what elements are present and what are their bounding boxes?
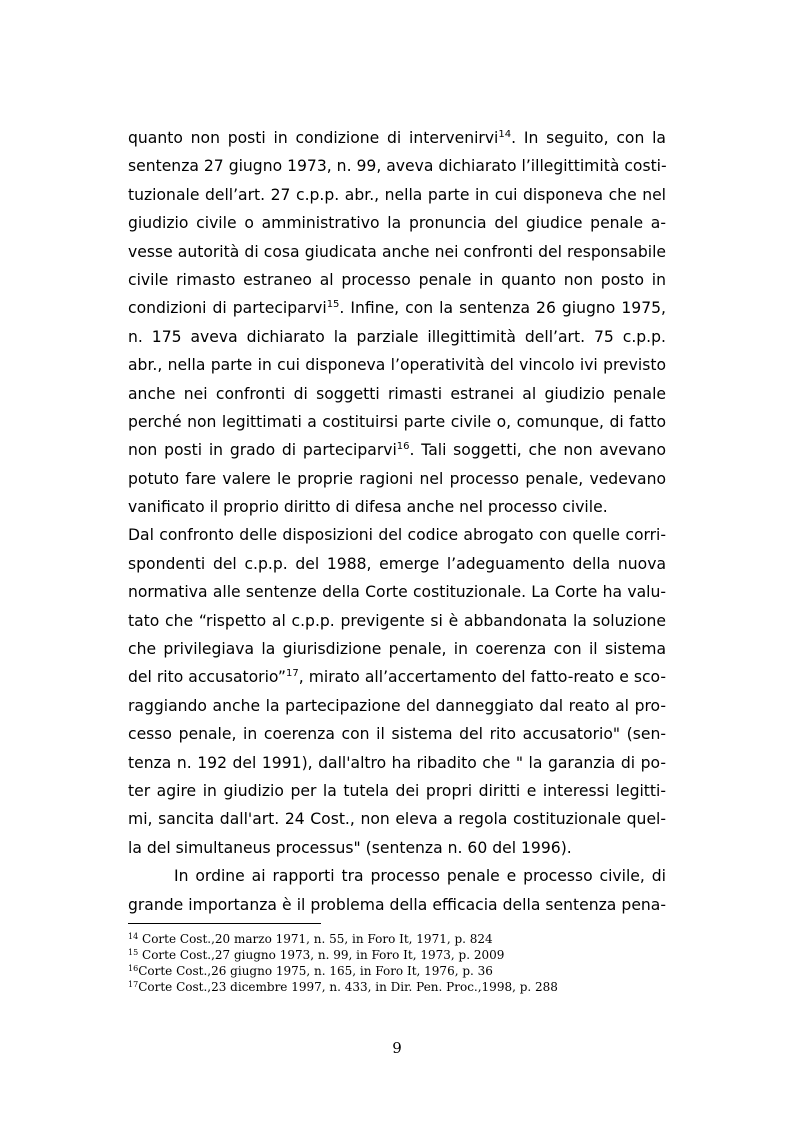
footnote-ref[interactable]: 17 xyxy=(286,668,299,680)
footnote-text: Corte Cost.,27 giugno 1973, n. 99, in Foro It, 1973, p. 2009 xyxy=(142,948,505,962)
text-line: vanificato il proprio diritto di difesa anche nel processo civile. xyxy=(128,498,608,517)
footnote xyxy=(128,963,688,979)
text-line: sentenza 27 giugno 1973, n. 99, aveva dichiarato l’illegittimità costi- xyxy=(128,157,667,176)
footnote xyxy=(128,931,688,947)
text-line: la del simultaneus processus" (sentenza n. 60 del 1996). xyxy=(128,838,572,857)
footnote-number: 14 xyxy=(128,932,139,941)
text-line: In ordine ai rapporti tra processo penale e processo civile, di xyxy=(174,867,666,886)
text-line: cesso penale, in coerenza con il sistema del rito accusatorio" (sen- xyxy=(128,725,666,744)
footnote-text: Corte Cost.,23 dicembre 1997, n. 433, in Dir. Pen. Proc.,1998, p. 288 xyxy=(138,980,558,994)
text-line: n. 175 aveva dichiarato la parziale illegittimità dell’art. 75 c.p.p. xyxy=(128,327,666,346)
footnote-separator xyxy=(128,923,321,924)
text-line: perché non legittimati a costituirsi parte civile o, comunque, di fatto xyxy=(128,412,666,431)
footnote-ref[interactable]: 16 xyxy=(396,441,410,453)
footnote-ref[interactable]: 15 xyxy=(326,299,340,311)
text-line: vesse autorità di cosa giudicata anche nei confronti del responsabile xyxy=(128,242,666,261)
footnote-number: 16 xyxy=(128,964,139,973)
text-line: raggiando anche la partecipazione del danneggiato dal reato al pro- xyxy=(128,696,666,715)
text-line: anche nei confronti di soggetti rimasti estranei al giudizio penale xyxy=(128,384,666,403)
text-line: Dal confronto delle disposizioni del codice abrogato con quelle corri- xyxy=(128,526,666,545)
footnote-number: 15 xyxy=(128,948,139,957)
page-number: 9 xyxy=(392,1039,402,1057)
text-line: tenza n. 192 del 1991), dall'altro ha ribadito che " la garanzia di po- xyxy=(128,753,666,772)
text-line: potuto fare valere le proprie ragioni nel processo penale, vedevano xyxy=(128,469,666,488)
footnotes xyxy=(128,931,688,995)
text-line: quanto non posti in condizione di intervenirvi$^{14}$. In seguito, con la xyxy=(128,129,666,147)
text-line: ter agire in giudizio per la tutela dei propri diritti e interessi legitti- xyxy=(128,781,666,800)
footnote xyxy=(128,947,688,963)
text-line: tuzionale dell’art. 27 c.p.p. abr., nella parte in cui disponeva che nel xyxy=(128,185,666,204)
text-line: spondenti del c.p.p. del 1988, emerge l’adeguamento della nuova xyxy=(128,554,666,573)
footnote-ref[interactable]: 14 xyxy=(498,129,512,140)
body-text xyxy=(128,124,666,919)
footnote-text: Corte Cost.,20 marzo 1971, n. 55, in Foro It, 1971, p. 824 xyxy=(142,932,493,946)
text-line: normativa alle sentenze della Corte costituzionale. La Corte ha valu- xyxy=(128,583,666,602)
text-line: del rito accusatorio”$^{17}$, mirato all’accertamento del fatto-reato e sco- xyxy=(128,668,666,687)
text-line: mi, sancita dall'art. 24 Cost., non eleva a regola costituzionale quel- xyxy=(128,810,666,829)
text-line: tato che “rispetto al c.p.p. previgente si è abbandonata la soluzione xyxy=(128,611,666,630)
text-line: non posti in grado di parteciparvi$^{16}$. Tali soggetti, che non avevano xyxy=(128,441,666,460)
text-line: che privilegiava la giurisdizione penale, in coerenza con il sistema xyxy=(128,640,666,659)
text-line: civile rimasto estraneo al processo penale in quanto non posto in xyxy=(128,270,666,289)
footnote-number: 17 xyxy=(128,980,139,989)
footnote-text: Corte Cost.,26 giugno 1975, n. 165, in Foro It, 1976, p. 36 xyxy=(138,964,493,978)
text-line: grande importanza è il problema della efficacia della sentenza pena- xyxy=(128,895,666,914)
text-line: condizioni di parteciparvi$^{15}$. Infine, con la sentenza 26 giugno 1975, xyxy=(128,299,666,318)
footnote xyxy=(128,979,688,995)
text-line: abr., nella parte in cui disponeva l’operatività del vincolo ivi previsto xyxy=(128,356,666,375)
text-line: giudizio civile o amministrativo la pronuncia del giudice penale a- xyxy=(128,214,666,233)
